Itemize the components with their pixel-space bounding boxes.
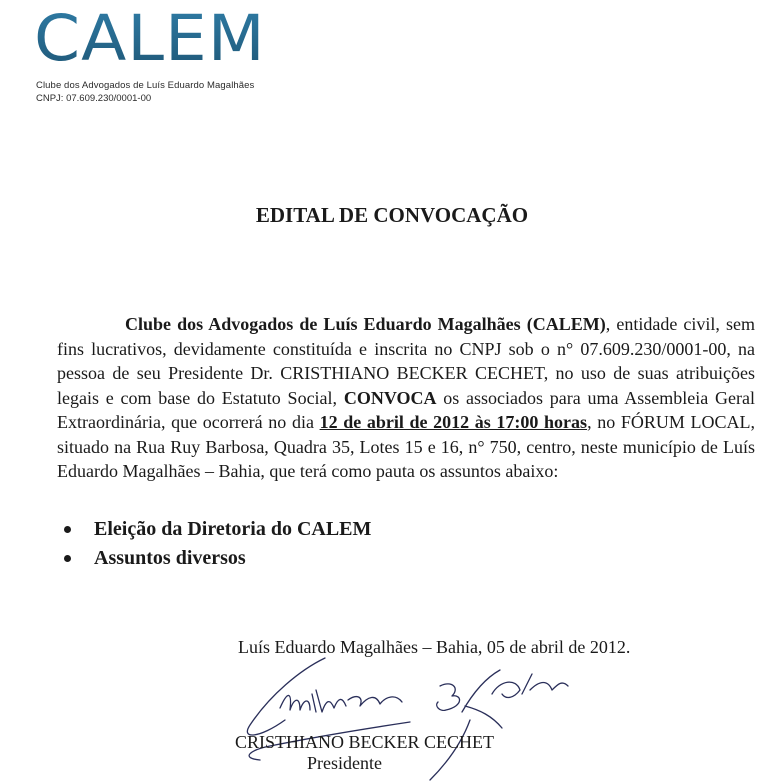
logo-cnpj: CNPJ: 07.609.230/0001-00: [36, 93, 152, 104]
body-paragraph: [57, 312, 755, 484]
body-part-1: , entidade civil, sem fins lucrativos, devidamente constituída e inscrita no CNPJ sob o n° 07.609.230/0001-00, na pessoa de seu Presidente Dr. CRISTHIANO BECKER CECHET, no uso de suas atribuições legais e com base do Estatuto Social,: [57, 314, 755, 408]
logo-wordmark: CALEM: [34, 1, 266, 76]
agenda-list: [60, 515, 371, 573]
convoca-word: CONVOCA: [343, 387, 437, 408]
agenda-item: [60, 515, 371, 544]
body-part-3: , no FÓRUM LOCAL, situado na Rua Ruy Barbosa, Quadra 35, Lotes 15 e 16, n° 750, centro, neste município de Luís Eduardo Magalhães – Bahia, que terá como pauta os assuntos abaixo:: [57, 412, 755, 481]
agenda-item: [60, 544, 371, 573]
agenda-item-label: Assuntos diversos: [94, 547, 246, 569]
meeting-date-time: 12 de abril de 2012 às 17:00 horas: [319, 412, 588, 432]
signer-name: CRISTHIANO BECKER CECHET: [235, 732, 495, 752]
document-title: EDITAL DE CONVOCAÇÃO: [255, 203, 529, 227]
agenda-item-label: Eleição da Diretoria do CALEM: [94, 518, 372, 540]
signer-role: Presidente: [307, 753, 382, 773]
bullet-icon: [64, 526, 71, 533]
signature-icon: [230, 650, 630, 782]
place-and-date: Luís Eduardo Magalhães – Bahia, 05 de abril de 2012.: [238, 637, 631, 657]
club-name: Clube dos Advogados de Luís Eduardo Magalhães (CALEM): [125, 314, 606, 334]
bullet-icon: [64, 555, 71, 562]
logo-subtitle: Clube dos Advogados de Luís Eduardo Magalhães: [36, 80, 255, 91]
body-part-2: os associados para uma Assembleia Geral Extraordinária, que ocorrerá no dia: [57, 387, 755, 432]
